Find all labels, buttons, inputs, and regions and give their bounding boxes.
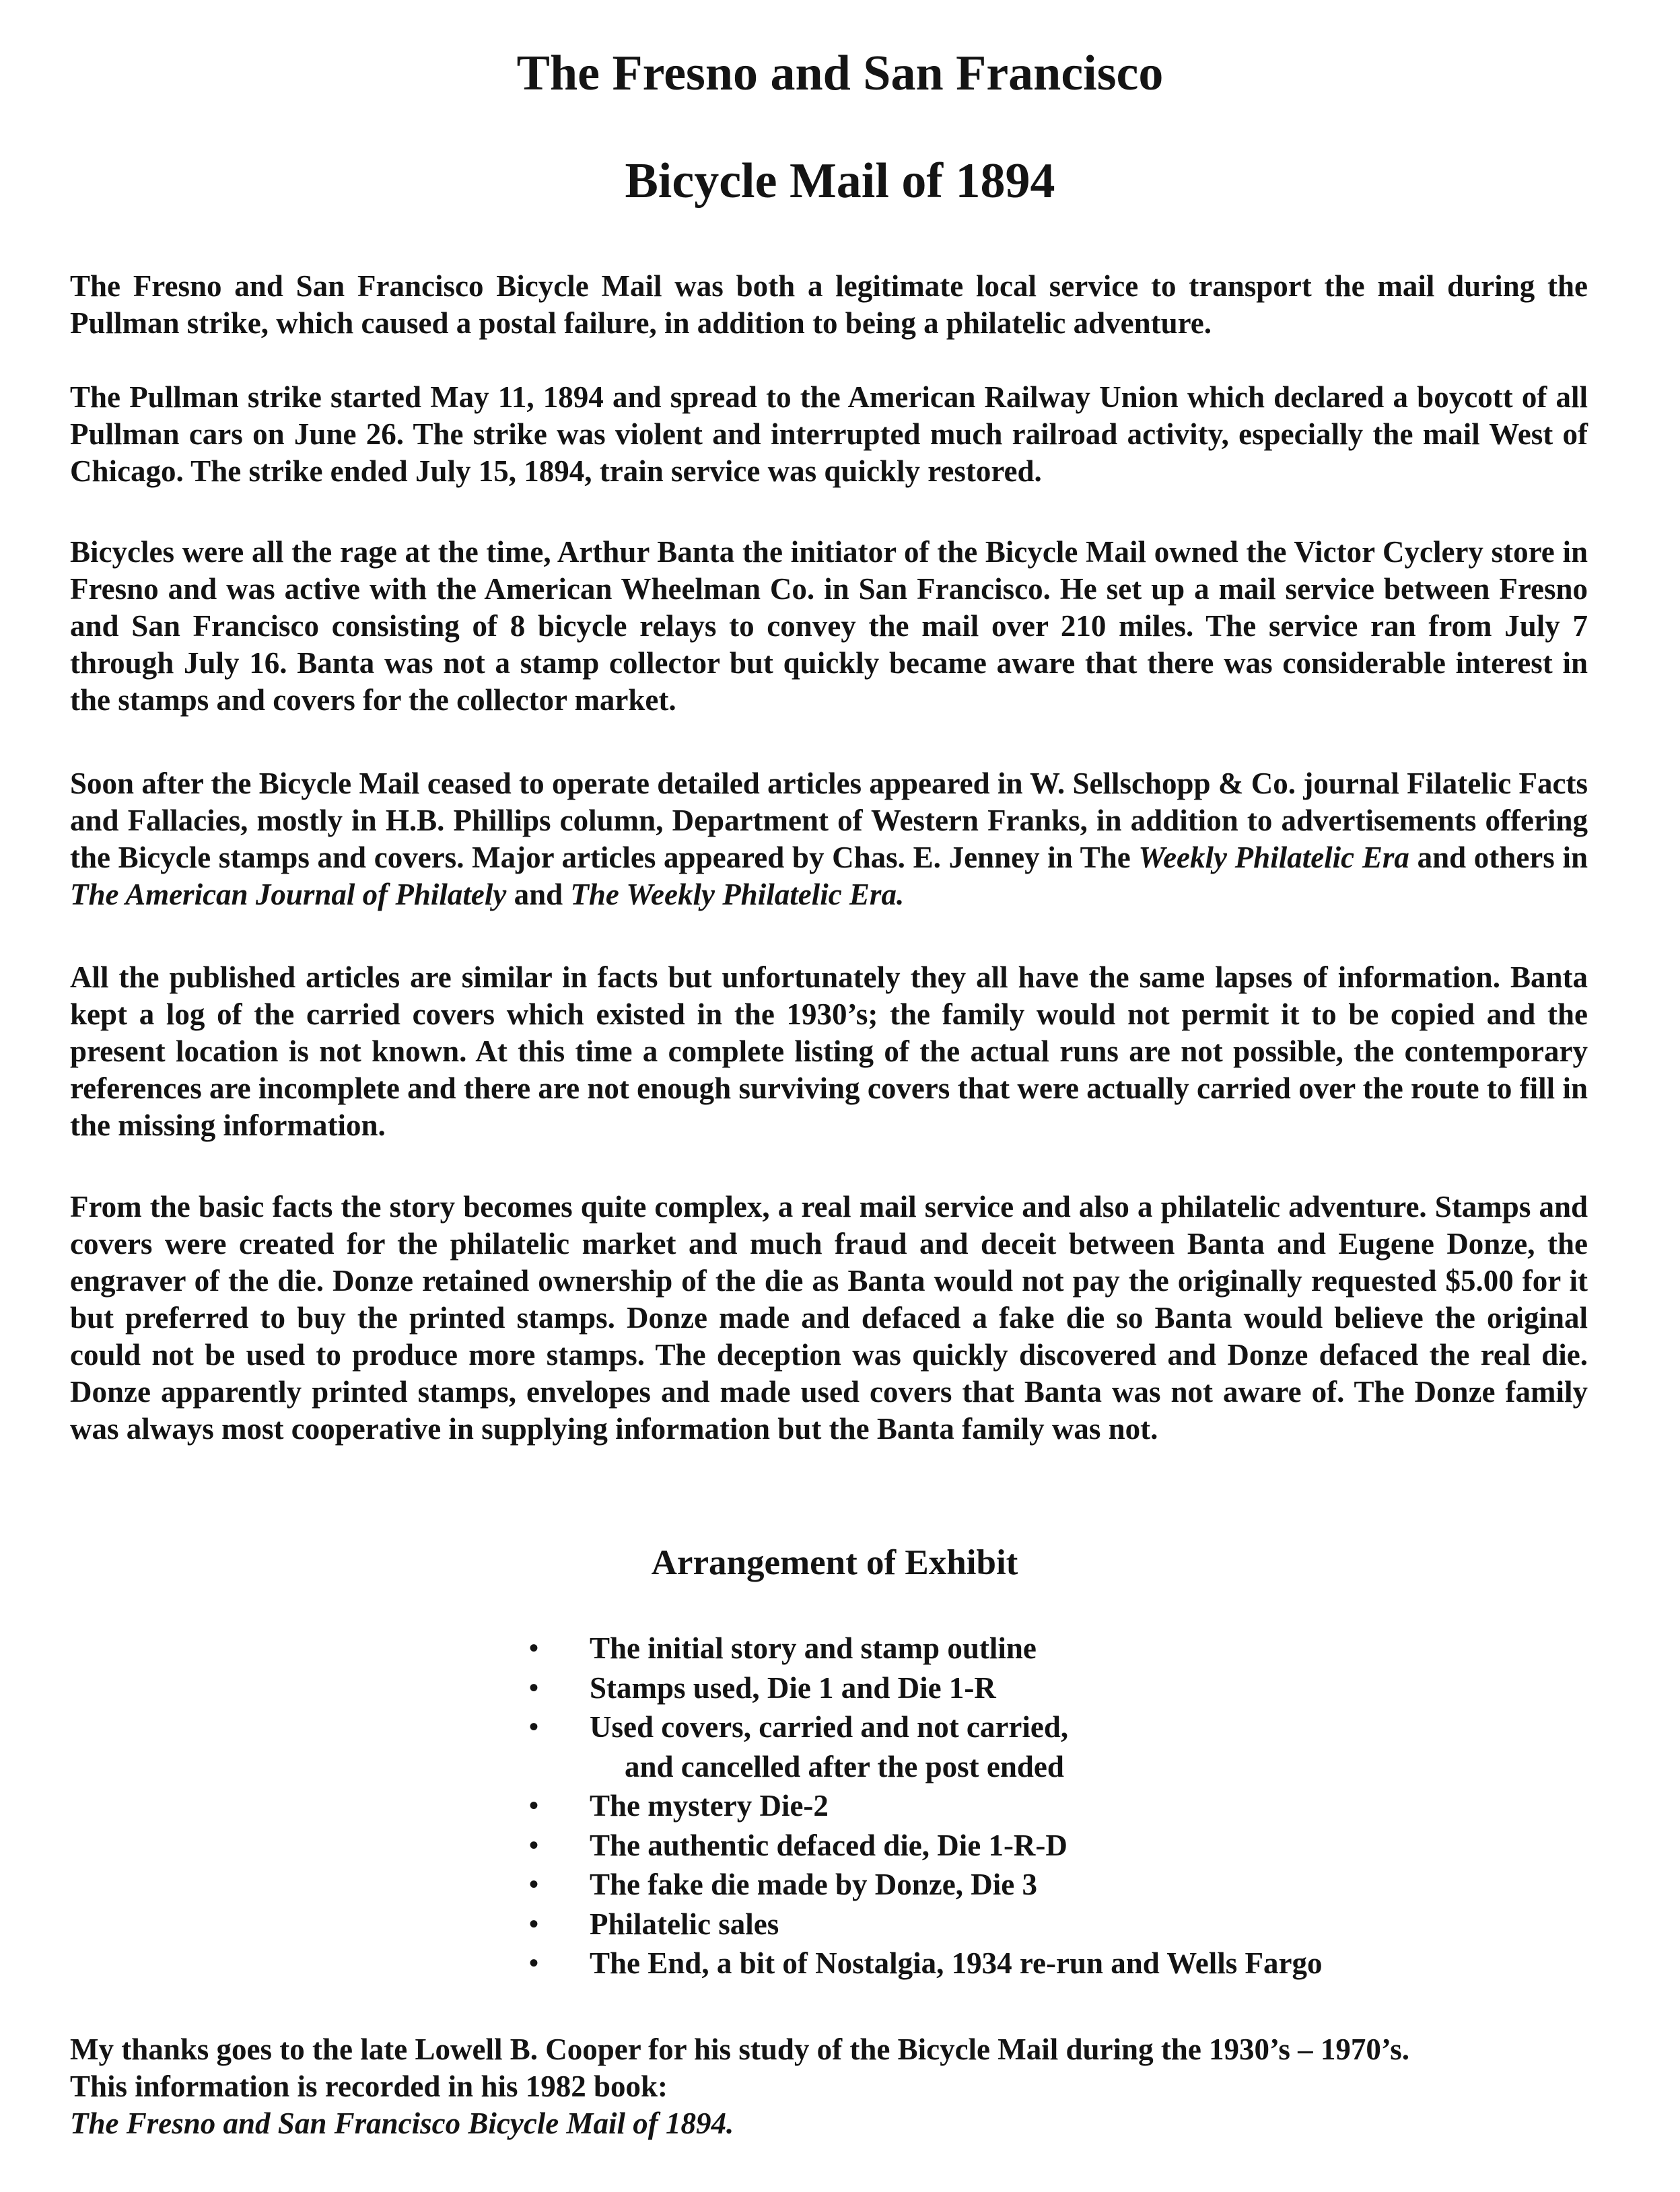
list-item-text: The authentic defaced die, Die 1-R-D <box>590 1828 1068 1862</box>
paragraph-lapses: All the published articles are similar in facts but unfortunately they all have the same lapses of information. Banta kept a log of the carried covers which existed in the 1930’s; the family would not permit it to be copied and the present location is not known. At this time a complete listing of the actual runs are not possible, the contemporary references are incomplete and there are not enough surviving covers that were actually carried over the route to fill in the missing information. <box>70 960 1588 1142</box>
list-item <box>521 1944 1322 1983</box>
acknowledgement <box>70 2031 1632 2142</box>
list-item-text: Stamps used, Die 1 and Die 1-R <box>590 1670 996 1705</box>
list-item <box>521 1707 1322 1786</box>
title-line-1: The Fresno and San Francisco <box>516 46 1164 101</box>
bullet-icon: • <box>529 1633 539 1663</box>
list-item-text: Used covers, carried and not carried, <box>590 1710 1069 1744</box>
journal-title-weekly-philatelic-era-2: The Weekly Philatelic Era. <box>570 878 905 911</box>
bullet-icon: • <box>529 1908 539 1939</box>
title-line-2: Bicycle Mail of 1894 <box>625 153 1055 209</box>
acknowledgement-line-2 <box>70 2068 1632 2142</box>
list-item <box>521 1865 1322 1905</box>
list-item <box>521 1905 1322 1944</box>
list-item-text: The initial story and stamp outline <box>590 1631 1037 1665</box>
list-item-text: The End, a bit of Nostalgia, 1934 re-run and Wells Fargo <box>590 1946 1323 1980</box>
bullet-icon: • <box>529 1829 539 1860</box>
paragraph-articles-text-b: and others in <box>1409 841 1588 874</box>
acknowledgement-line-1: My thanks goes to the late Lowell B. Cooper for his study of the Bicycle Mail during the 1930’s – 1970’s. <box>70 2032 1409 2066</box>
list-item-text: The fake die made by Donze, Die 3 <box>590 1868 1037 1901</box>
list-item <box>521 1786 1322 1826</box>
list-item <box>521 1629 1322 1668</box>
bullet-icon: • <box>529 1672 539 1703</box>
exhibit-heading: Arrangement of Exhibit <box>651 1543 1018 1582</box>
bullet-icon: • <box>529 1948 539 1978</box>
list-item <box>521 1826 1322 1866</box>
exhibit-list <box>521 1629 1322 1983</box>
paragraph-fraud: From the basic facts the story becomes quite complex, a real mail service and also a philatelic adventure. Stamps and covers were created for the philatelic market and much fraud and deceit between Banta and Eugene Donze, the engraver of the die. Donze retained ownership of the die as Banta would not pay the originally requested $5.00 for it but preferred to buy the printed stamps. Donze made and defaced a fake die so Banta would believe the original could not be used to produce more stamps. The deception was quickly discovered and Donze defaced the real die. Donze apparently printed stamps, envelopes and made used covers that Banta was not aware of. The Donze family was always most cooperative in supplying information but the Banta family was not. <box>70 1190 1588 1446</box>
paragraph-banta-service: Bicycles were all the rage at the time, Arthur Banta the initiator of the Bicycle Mail owned the Victor Cyclery store in Fresno and was active with the American Wheelman Co. in San Francisco. He set up a mail service between Fresno and San Francisco consisting of 8 bicycle relays to convey the mail over 210 miles. The service ran from July 7 through July 16. Banta was not a stamp collector but quickly became aware that there was considerable interest in the stamps and covers for the collector market. <box>70 535 1588 717</box>
list-item-text: The mystery Die-2 <box>590 1789 829 1823</box>
list-item-continuation: and cancelled after the post ended <box>625 1749 1064 1783</box>
journal-title-american-journal: The American Journal of Philately <box>70 878 507 911</box>
list-item <box>521 1668 1322 1708</box>
bullet-icon: • <box>529 1869 539 1899</box>
journal-title-weekly-philatelic-era: Weekly Philatelic Era <box>1138 841 1409 874</box>
bullet-icon: • <box>529 1790 539 1820</box>
paragraph-articles <box>70 765 1588 913</box>
paragraph-pullman-strike: The Pullman strike started May 11, 1894 and spread to the American Railway Union which declared a boycott of all Pullman cars on June 26. The strike was violent and interrupted much railroad activity, especially the mail West of Chicago. The strike ended July 15, 1894, train service was quickly restored. <box>70 380 1588 488</box>
paragraph-articles-text-a: Soon after the Bicycle Mail ceased to operate detailed articles appeared in W. Sellschopp & Co. journal Filatelic Facts and Fallacies, mostly in H.B. Phillips column, Department of Western Franks, in addition to advertisements offering the Bicycle stamps and covers. Major articles appeared by Chas. E. Jenney in The <box>70 767 1588 874</box>
list-item-text: Philatelic sales <box>590 1907 779 1941</box>
paragraph-articles-text-c: and <box>506 878 571 911</box>
bullet-icon: • <box>529 1711 539 1742</box>
paragraph-intro: The Fresno and San Francisco Bicycle Mail was both a legitimate local service to transport the mail during the Pullman strike, which caused a postal failure, in addition to being a philatelic adventure. <box>70 269 1588 340</box>
book-title: The Fresno and San Francisco Bicycle Mail of 1894. <box>70 2107 734 2140</box>
acknowledgement-text: This information is recorded in his 1982 book: <box>70 2070 668 2103</box>
